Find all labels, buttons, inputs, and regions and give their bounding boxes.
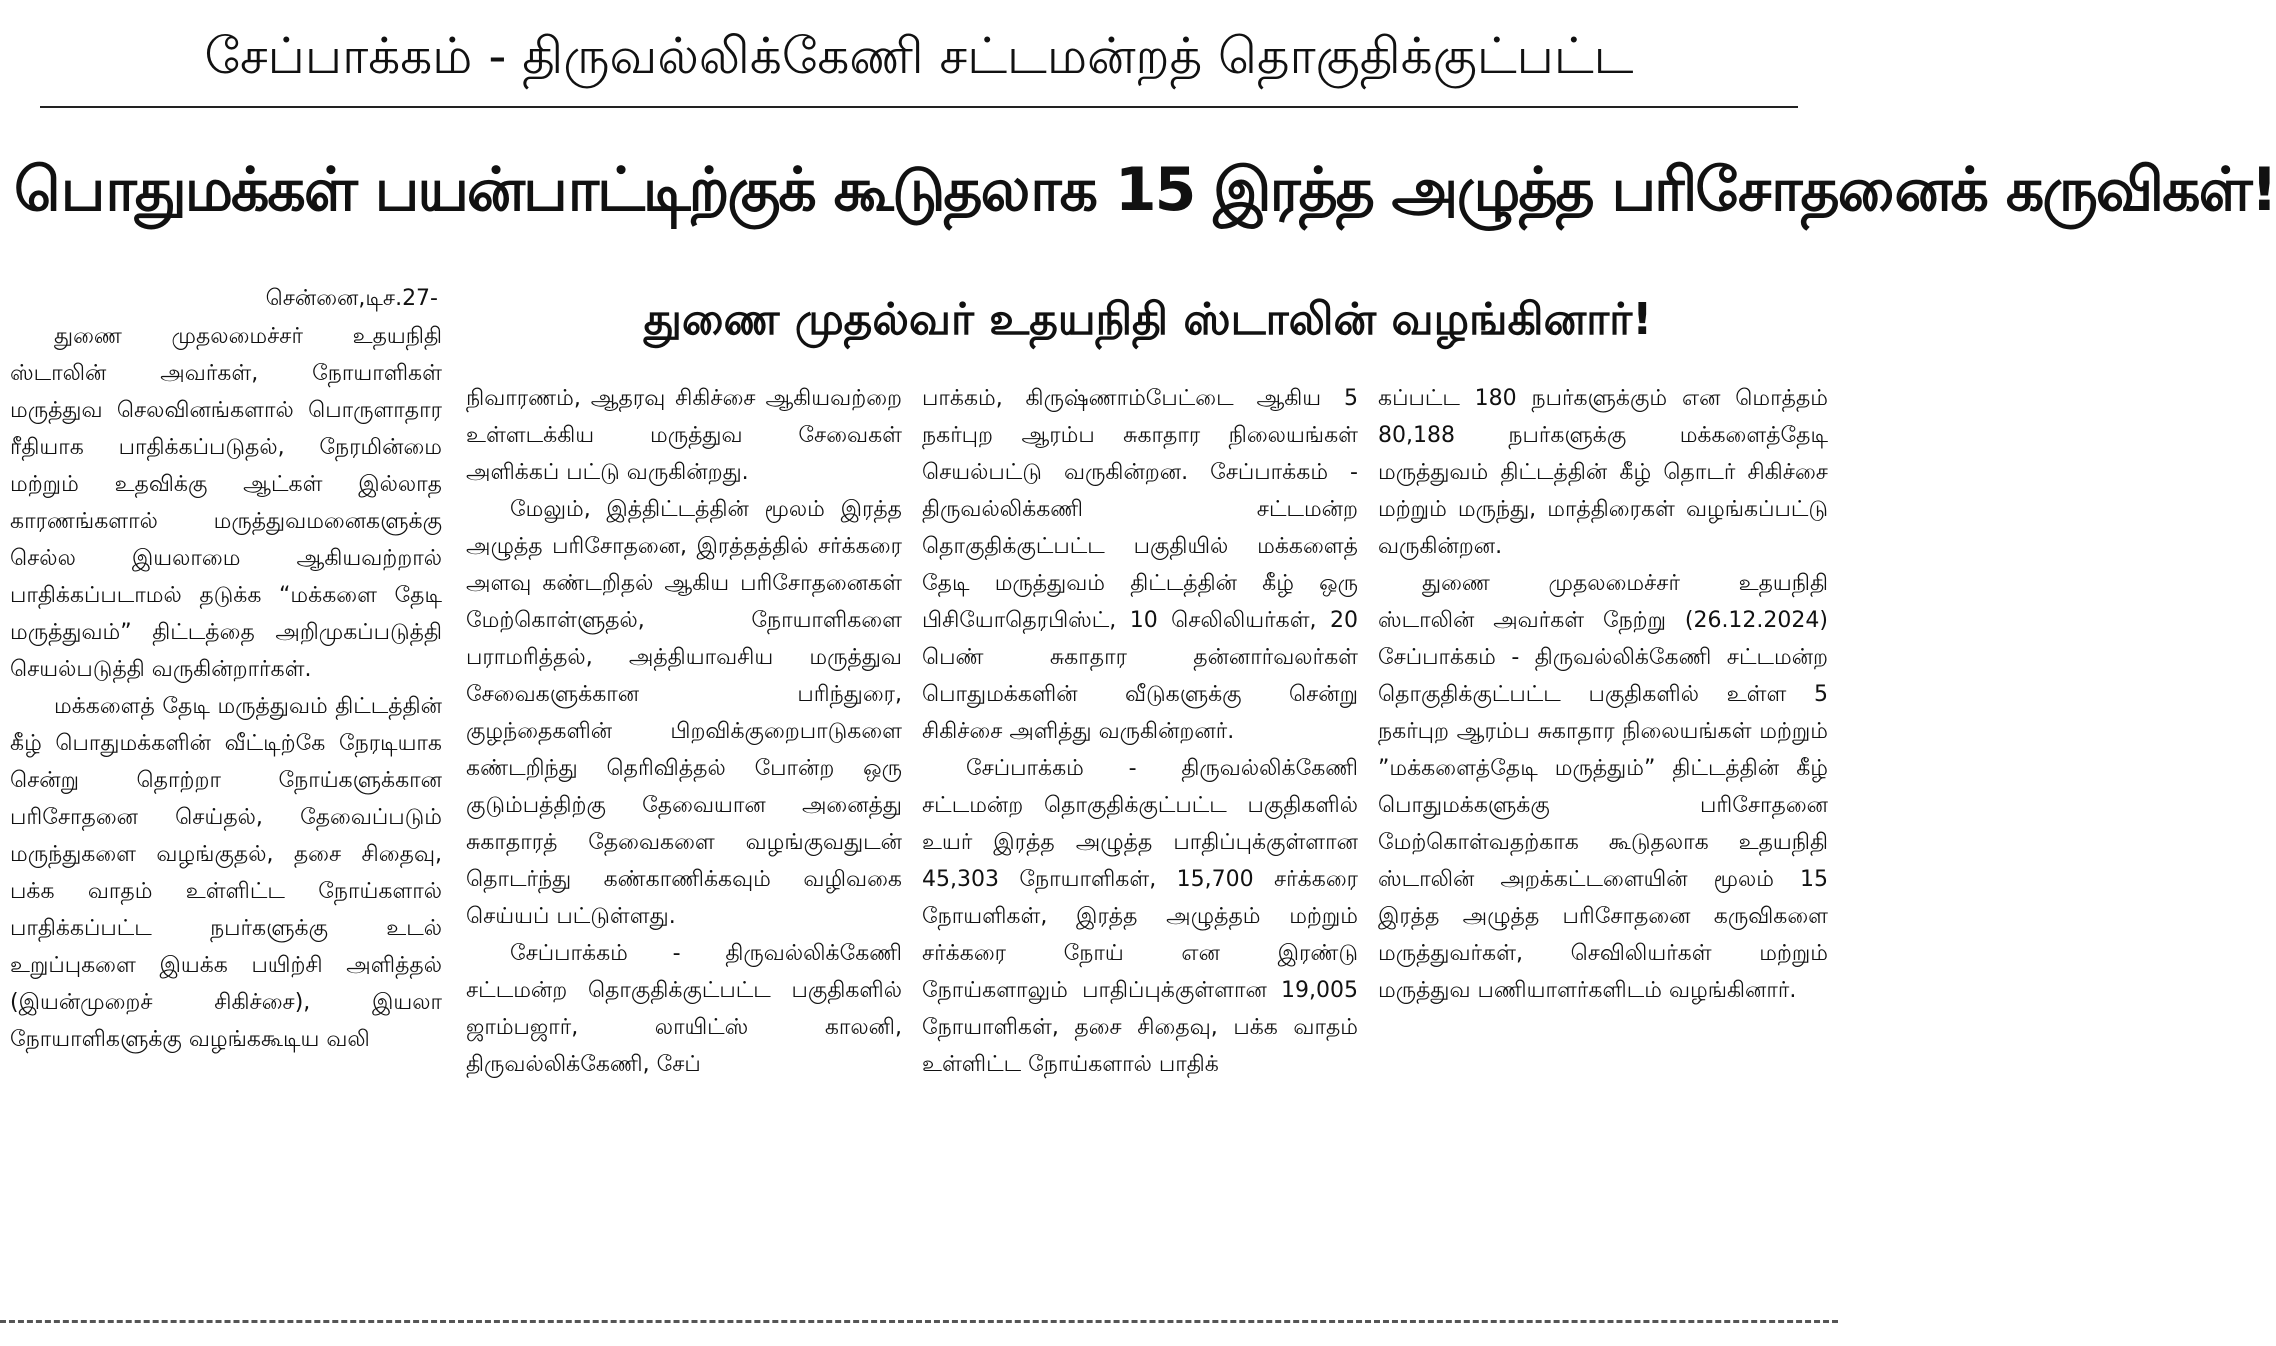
paragraph: மேலும், இத்திட்டத்தின் மூலம் இரத்த அழுத்த பரிசோதனை, இரத்தத்தில் சர்க்கரை அளவு கண்டறிதல் ஆகிய பரிசோதனைகள் மேற்கொள்ளுதல், நோயாளிகளை பராமரித்தல், அத்தியாவசிய மருத்துவ சேவைகளுக்கான பரிந்துரை, குழந்தைகளின் பிறவிக்குறைபாடுகளை கண்டறிந்து தெரிவித்தல் போன்ற ஒரு குடும்பத்திற்கு தேவையான அனைத்து சுகாதாரத் தேவைகளை வழங்குவதுடன் தொடர்ந்து கண்காணிக்கவும் வழிவகை செய்யப் பட்டுள்ளது. [466,497,902,929]
paragraph: கப்பட்ட 180 நபர்களுக்கும் என மொத்தம் 80,188 நபர்களுக்கு மக்களைத்தேடி மருத்துவம் திட்டத்தின் கீழ் தொடர் சிகிச்சை மற்றும் மருந்து, மாத்திரைகள் வழங்கப்பட்டு வருகின்றன. [1378,386,1828,559]
paragraph: சேப்பாக்கம் - திருவல்லிக்கேணி சட்டமன்ற தொகுதிக்குட்பட்ட பகுதிகளில் உயர் இரத்த அழுத்த பாதிப்புக்குள்ளான 45,303 நோயாளிகள், 15,700 சர்க்கரை நோயளிகள், இரத்த அழுத்தம் மற்றும் சர்க்கரை நோய் என இரண்டு நோய்களாலும் பாதிப்புக்குள்ளான 19,005 நோயாளிகள், தசை சிதைவு, பக்க வாதம் உள்ளிட்ட நோய்களால் பாதிக் [922,756,1358,1077]
paragraph: பாக்கம், கிருஷ்ணாம்பேட்டை ஆகிய 5 நகர்புற ஆரம்ப சுகாதார நிலையங்கள் செயல்பட்டு வருகின்றன. சேப்பாக்கம் - திருவல்லிக்கணி சட்டமன்ற தொகுதிக்குட்பட்ட பகுதியில் மக்களைத் தேடி மருத்துவம் திட்டத்தின் கீழ் ஒரு பிசியோதெரபிஸ்ட், 10 செலிலியர்கள், 20 பெண் சுகாதார தன்னார்வலர்கள் பொதுமக்களின் வீடுகளுக்கு சென்று சிகிச்சை அளித்து வருகின்றனர். [922,386,1358,744]
article-column-3 [922,380,1358,1310]
dateline: சென்னை,டிச.27- [265,286,438,311]
main-headline: பொதுமக்கள் பயன்பாட்டிற்குக் கூடுதலாக 15 இரத்த அழுத்த பரிசோதனைக் கருவிகள்! [14,155,2276,225]
article-column-1 [10,318,442,1310]
sub-headline: துணை முதல்வர் உதயநிதி ஸ்டாலின் வழங்கினார்! [643,294,1653,345]
article-column-2 [466,380,902,1310]
article-column-4 [1378,380,1828,1310]
paragraph: மக்களைத் தேடி மருத்துவம் திட்டத்தின் கீழ் பொதுமக்களின் வீட்டிற்கே நேரடியாக சென்று தொற்றா நோய்களுக்கான பரிசோதனை செய்தல், தேவைப்படும் மருந்துகளை வழங்குதல், தசை சிதைவு, பக்க வாதம் உள்ளிட்ட நோய்களால் பாதிக்கப்பட்ட நபர்களுக்கு உடல் உறுப்புகளை இயக்க பயிற்சி அளித்தல் (இயன்முறைச் சிகிச்சை), இயலா நோயாளிகளுக்கு வழங்ககூடிய வலி [10,694,442,1052]
paragraph: சேப்பாக்கம் - திருவல்லிக்கேணி சட்டமன்ற தொகுதிக்குட்பட்ட பகுதிகளில் ஜாம்பஜார், லாயிட்ஸ் காலனி, திருவல்லிக்கேணி, சேப் [466,941,902,1077]
paragraph: துணை முதலமைச்சர் உதயநிதி ஸ்டாலின் அவர்கள் நேற்று (26.12.2024) சேப்பாக்கம் - திருவல்லிக்கேணி சட்டமன்ற தொகுதிக்குட்பட்ட பகுதிகளில் உள்ள 5 நகர்புற ஆரம்ப சுகாதார நிலையங்கள் மற்றும் ”மக்களைத்தேடி மருத்தும்” திட்டத்தின் கீழ் பொதுமக்களுக்கு பரிசோதனை மேற்கொள்வதற்காக கூடுதலாக உதயநிதி ஸ்டாலின் அறக்கட்டளையின் மூலம் 15 இரத்த அழுத்த பரிசோதனை கருவிகளை மருத்துவர்கள், செவிலியர்கள் மற்றும் மருத்துவ பணியாளர்களிடம் வழங்கினார். [1378,571,1828,1003]
heading-rule [40,106,1798,108]
cut-line-divider [0,1320,1838,1323]
kicker-heading: சேப்பாக்கம் - திருவல்லிக்கேணி சட்டமன்றத் தொகுதிக்குட்பட்ட [204,27,1634,85]
paragraph: துணை முதலமைச்சர் உதயநிதி ஸ்டாலின் அவர்கள், நோயாளிகள் மருத்துவ செலவினங்களால் பொருளாதார ரீதியாக பாதிக்கப்படுதல், நேரமின்மை மற்றும் உதவிக்கு ஆட்கள் இல்லாத காரணங்களால் மருத்துவமனைகளுக்கு செல்ல இயலாமை ஆகியவற்றால் பாதிக்கப்படாமல் தடுக்க “மக்களை தேடி மருத்துவம்” திட்டத்தை அறிமுகப்படுத்தி செயல்படுத்தி வருகின்றார்கள். [10,324,442,682]
paragraph: நிவாரணம், ஆதரவு சிகிச்சை ஆகியவற்றை உள்ளடக்கிய மருத்துவ சேவைகள் அளிக்கப் பட்டு வருகின்றது. [466,386,902,485]
